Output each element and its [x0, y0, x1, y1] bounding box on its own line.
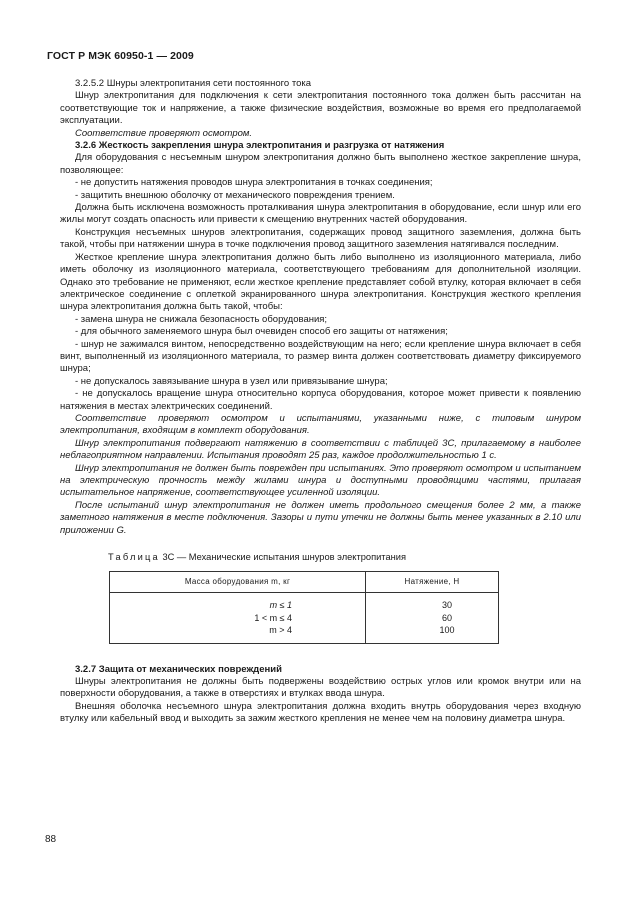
table-row — [110, 612, 499, 624]
paragraph: Шнур электропитания для подключения к сети электропитания постоянного тока должен быть рассчитан на соответствующие ток и напряжение, а также физические воздействия, возможные во время его предполагаемой эксплуатации. — [60, 90, 581, 127]
mass-cell: 1 < m ≤ 4 — [110, 612, 366, 624]
mass-cell: m ≤ 1 — [110, 599, 366, 611]
list-item: - шнур не зажимался винтом, непосредственно воздействующим на него; если крепление шнура включает в себя винт, выполненный из изоляционного материала, то размер винта должен соответствовать диаметру фиксируемого шнура; — [60, 338, 581, 375]
table-caption — [108, 551, 581, 563]
list-item: - защитить внешнюю оболочку от механического повреждения трением. — [75, 189, 395, 201]
paragraph: Внешняя оболочка несъемного шнура электропитания должна входить внутрь оборудования через входную втулку или кабельный ввод и выходить за зажим жесткого крепления не менее чем на половину диаметра шнура. — [60, 700, 581, 725]
tension-cell: 60 — [366, 612, 499, 624]
section-heading-3-2-5-2: 3.2.5.2 Шнуры электропитания сети постоянного тока — [75, 78, 311, 89]
paragraph: Шнуры электропитания не должны быть подвержены воздействию острых углов или кромок внутри или на поверхности оборудования, а также в отверстиях и втулках ввода шнура. — [60, 676, 581, 700]
test-paragraph: Шнур электропитания не должен быть поврежден при испытаниях. Это проверяют осмотром и испытанием на электрическую прочность между жилами шнура и доступными проводящими частями, прилагая испытательное напряжение, соответствующее усиленной изоляции. — [60, 462, 581, 499]
list-item: - для обычного заменяемого шнура был очевиден способ его защиты от натяжения; — [75, 326, 448, 338]
paragraph: Должна быть исключена возможность проталкивания шнура электропитания в оборудование, если шнур или его жилы могут создать опасность или привести к смещению внутренних частей оборудования. — [60, 202, 581, 226]
table-header-tension: Натяжение, Н — [366, 572, 499, 593]
document-body — [60, 78, 581, 726]
section-heading-3-2-6: 3.2.6 Жесткость закрепления шнура электропитания и разгрузка от натяжения — [75, 140, 445, 152]
section-heading-3-2-7: 3.2.7 Защита от механических повреждений — [75, 663, 282, 675]
list-item: - не допускалось вращение шнура относительно корпуса оборудования, которое может привести к появлению натяжения в местах электрических соединений. — [60, 388, 581, 412]
page-number: 88 — [45, 834, 57, 845]
table-header-mass: Масса оборудования m, кг — [110, 572, 366, 593]
mass-cell: m > 4 — [110, 624, 366, 636]
list-item: - замена шнура не снижала безопасность оборудования; — [75, 313, 328, 325]
tension-cell: 30 — [366, 599, 499, 611]
tension-table — [109, 571, 499, 643]
list-item: - не допустить натяжения проводов шнура электропитания в точках соединения; — [75, 177, 433, 189]
compliance-note: Соответствие проверяют осмотром. — [75, 127, 253, 139]
paragraph: Для оборудования с несъемным шнуром электропитания должно быть выполнено жесткое закрепление шнура, позволяющее: — [60, 152, 581, 176]
compliance-note: Соответствие проверяют осмотром и испытаниями, указанными ниже, с типовым шнуром электропитания, входящим в комплект оборудования. — [60, 412, 581, 437]
test-paragraph: Шнур электропитания подвергают натяжению в соответствии с таблицей 3С, прилагаемому в наиболее неблагоприятном направлении. Испытания проводят 25 раз, каждое продолжительностью 1 с. — [60, 437, 581, 462]
list-item: - не допускалось завязывание шнура в узел или привязывание шнура; — [75, 375, 388, 387]
paragraph: Конструкция несъемных шнуров электропитания, содержащих провод защитного заземления, должна быть такой, чтобы при натяжении шнура в точке подключения провод защитного заземления натягивался последним. — [60, 226, 581, 251]
table-row — [110, 624, 499, 636]
table-caption-label: Таблица — [108, 552, 160, 563]
table-row — [110, 599, 499, 611]
table-caption-text: 3С — Механические испытания шнуров электропитания — [162, 552, 406, 563]
test-paragraph: После испытаний шнур электропитания не должен иметь продольного смещения более 2 мм, а также заметного натяжения в месте подключения. Зазоры и пути утечки не должны быть менее указанных в 2.10 или приложении G. — [60, 499, 581, 536]
tension-cell: 100 — [366, 624, 499, 636]
document-header: ГОСТ Р МЭК 60950-1 — 2009 — [47, 50, 194, 62]
paragraph: Жесткое крепление шнура электропитания должно быть либо выполнено из изоляционного материала, либо иметь оболочку из изоляционного материала, соответствующего требованиям для дополнительной изоляции. Однако это требование не применяют, если жесткое крепление представляет собой втулку, которая включает в себя электрическое соединение с оплеткой экранированного шнура электропитания. Конструкция жесткого крепления шнура электропитания должна быть такой, чтобы: — [60, 251, 581, 313]
